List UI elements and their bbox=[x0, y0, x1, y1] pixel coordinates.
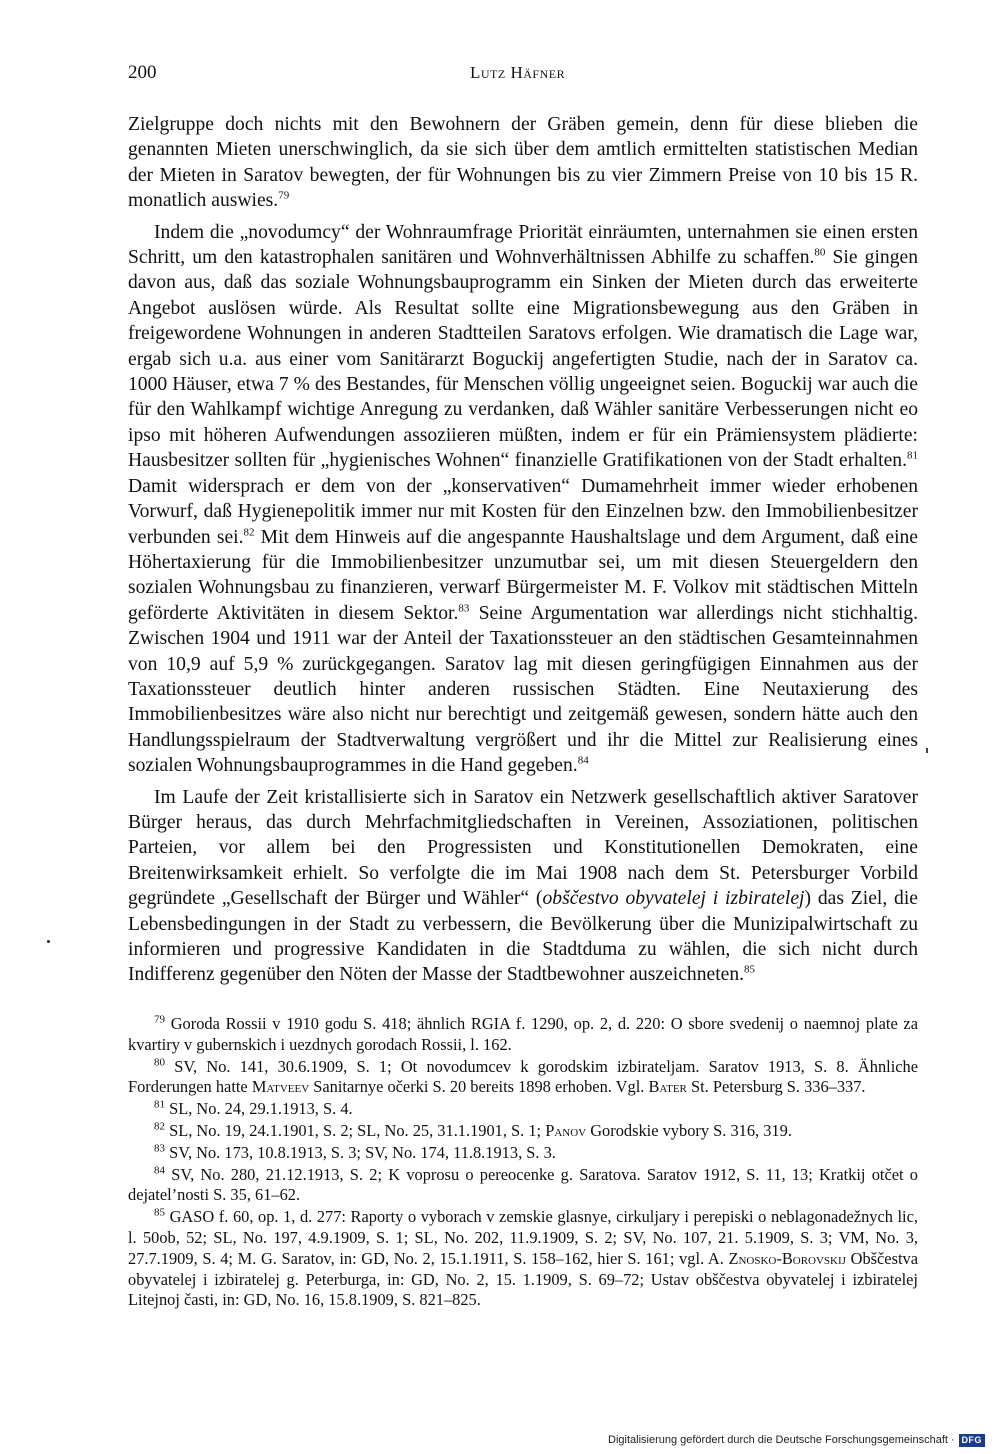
footnote bbox=[128, 1057, 918, 1099]
text-run: Sie gingen davon aus, daß das soziale Wohnungsbauprogramm ein Sinken der Mieten durch das erweiterte Angebot auslösen würde. Als Resultat sollte eine Migrationsbewegung aus den Gräben in freigewordene Wohnungen in anderen Stadtteilen Saratovs erfolgen. Wie dramatisch die Lage war, ergab sich u.a. aus einer vom Sanitärarzt Boguckij angefertigten Studie, nach der in Saratov ca. 1000 Häuser, etwa 7 % des Bestandes, für Menschen völlig ungeeignet seien. Boguckij war auch die für den Wahlkampf wichtige Anregung zu verdanken, daß Wähler sanitäre Verbesserungen nicht eo ipso mit höheren Aufwendungen assoziieren müßten, indem er für ein Prämiensystem plädierte: Hausbesitzer sollten für „hygienisches Wohnen“ finanzielle Gratifikationen von der Stadt erhalten. bbox=[128, 247, 919, 472]
footnote bbox=[128, 1143, 918, 1164]
text-run: SV, No. 141, 30.6.1909, S. 1; Ot novodumcev k gorodskim izbirateljam. Saratov 1913, S. 8. Ähnliche Forderungen hatte bbox=[128, 1056, 918, 1097]
text-run: Zielgruppe doch nichts mit den Bewohnern der Gräben gemein, denn für diese blieben die genannten Mieten unerschwinglich, da sie sich über dem amtlich ermittelten statistischen Median der Mieten in Saratov bewegten, der für Wohnungen bis zu vier Zimmern Preise von 10 bis 15 R. monatlich auswies. bbox=[128, 114, 918, 212]
text-run: Mit dem Hinweis auf die angespannte Haushaltslage und dem Argument, daß eine Höhertaxierung für die Immobilienbesitzer unzumutbar sei, um mit diesen Steuergeldern den sozialen Wohnungsbau zu finanzieren, verwarf Bürgermeister M. F. Volkov mit städtischen Mitteln geförderte Aktivitäten in diesem Sektor. bbox=[128, 526, 919, 624]
footnote bbox=[128, 1207, 918, 1311]
scan-mark bbox=[926, 748, 928, 753]
footnote-reference: 82 bbox=[243, 525, 255, 538]
footnote-reference: 85 bbox=[744, 963, 756, 976]
footnote-number: 81 bbox=[154, 1098, 165, 1111]
footnote-number: 82 bbox=[154, 1120, 165, 1133]
paragraph bbox=[128, 220, 918, 779]
footnote bbox=[128, 1165, 918, 1207]
footnotes bbox=[128, 1014, 918, 1312]
footnote-number: 79 bbox=[154, 1013, 165, 1026]
paragraph bbox=[128, 785, 918, 988]
text-run: Indem die „novodumcy“ der Wohnraumfrage Priorität einräumten, unternahmen sie einen ersten Schritt, um den katastrophalen sanitären und Wohnverhältnissen Abhilfe zu schaffen. bbox=[128, 221, 918, 269]
footnote-reference: 84 bbox=[577, 754, 589, 767]
running-header-author: Lutz Häfner bbox=[470, 63, 566, 82]
text-run: Seine Argumentation war allerdings nicht stichhaltig. Zwischen 1904 und 1911 war der Anteil der Taxationssteuer an den städtischen Gesamteinnahmen von 10,9 auf 5,9 % zurückgegangen. Saratov lag mit diesen geringfügigen Einnahmen aus der Taxationssteuer deutlich hinter anderen russischen Städten. Eine Neutaxierung des Immobilienbesitzes wäre also nicht nur berechtigt und zeitgemäß gewesen, sondern hätte auch den Handlungsspielraum der Stadtverwaltung vergrößert und ihr die Mittel zur Realisierung eines sozialen Wohnungsbauprogrammes in die Hand gegeben. bbox=[128, 602, 918, 777]
scan-speck bbox=[47, 940, 50, 943]
text-run: Goroda Rossii v 1910 godu S. 418; ähnlich RGIA f. 1290, op. 2, d. 220: O sbore svedenij o naemnoj plate za kvartiry v gubernskich i uezdnych gorodach Rossii, l. 162. bbox=[128, 1014, 918, 1054]
page-number: 200 bbox=[128, 62, 157, 83]
text-run: ) das Ziel, die Lebensbedingungen in der Stadt zu verbessern, die Bevölkerung über die Munizipalwirtschaft zu informieren und progressive Kandidaten in die Stadtduma zu wählen, die sich nicht durch Indifferenz gegenüber den Nöten der Masse der Stadtbewohner auszeichneten. bbox=[128, 888, 918, 986]
italic-term: obščestvo obyvatelej i izbiratelej bbox=[542, 888, 805, 910]
text-run: Im Laufe der Zeit kristallisierte sich in Saratov ein Netzwerk gesellschaftlich aktiver Saratover Bürger heraus, das durch Mehrfachmitgliedschaften in Vereinen, Assoziationen, politischen Parteien, vor allem bei den Progressisten und Konstitutionellen Demokraten, eine Breitenwirksamkeit erhielt. So verfolgte die im Mai 1908 nach dem St. Petersburger Vorbild gegründete „Gesellschaft der Bürger und Wähler“ ( bbox=[128, 786, 918, 910]
text-run: Damit widersprach er dem von der „konservativen“ Dumamehrheit immer wieder erhobenen Vorwurf, daß Hygienepolitik immer nur mit Kosten für den Einzelnen bzw. den Immobilienbesitzer verbunden sei. bbox=[128, 475, 918, 548]
digitization-credit bbox=[608, 1432, 985, 1448]
footnote-number: 83 bbox=[154, 1142, 165, 1155]
text-run: Gorodskie vybory S. 316, 319. bbox=[586, 1120, 792, 1140]
text-run: SV, No. 280, 21.12.1913, S. 2; K voprosu o pereocenke g. Saratova. Saratov 1912, S. 11, 13; Kratkij otčet o dejatel’nosti S. 35, 61–62. bbox=[128, 1164, 918, 1205]
footnote bbox=[128, 1014, 918, 1056]
main-text bbox=[128, 112, 918, 994]
paragraph bbox=[128, 112, 918, 214]
footnote-number: 84 bbox=[154, 1164, 165, 1177]
text-run: Sanitarnye očerki S. 20 bereits 1898 erhoben. Vgl. bbox=[309, 1077, 649, 1097]
footnote bbox=[128, 1099, 918, 1120]
text-run: SL, No. 19, 24.1.1901, S. 2; SL, No. 25, 31.1.1901, S. 1; bbox=[169, 1120, 546, 1140]
author-name: Znosko-Borovskij bbox=[728, 1248, 846, 1268]
footnote-number: 80 bbox=[154, 1056, 165, 1069]
dfg-logo: DFG bbox=[959, 1434, 985, 1447]
digitization-credit-text: Digitalisierung gefördert durch die Deutsche Forschungsgemeinschaft · bbox=[608, 1434, 955, 1446]
text-run: SV, No. 173, 10.8.1913, S. 3; SV, No. 174, 11.8.1913, S. 3. bbox=[169, 1142, 556, 1162]
footnote-reference: 83 bbox=[458, 602, 470, 615]
author-name: Panov bbox=[545, 1120, 587, 1140]
footnote-reference: 80 bbox=[814, 246, 826, 259]
footnote-reference: 79 bbox=[278, 189, 290, 202]
text-run: St. Petersburg S. 336–337. bbox=[686, 1077, 866, 1097]
author-name: Matveev bbox=[251, 1077, 310, 1097]
text-run: GASO f. 60, op. 1, d. 277: Raporty o vyborach v zemskie glasnye, cirkuljary i perepiski o neblagonadežnych lic, l. 50ob, 52; SL, No. 197, 4.9.1909, S. 1; SL, No. 202, 11.9.1909, S. 2; SV, No. 107, 21. 5.1909, S. 3; VM, No. 3, 27.7.1909, S. 4; M. G. Saratov, in: GD, No. 2, 15.1.1911, S. 158–162, hier S. 161; vgl. A. bbox=[128, 1207, 918, 1268]
author-name: Bater bbox=[648, 1077, 687, 1097]
text-run: Obščestva obyvatelej i izbiratelej g. Peterburga, in: GD, No. 2, 15. 1.1909, S. 69–72; Ustav obščestva obyvatelej i izbiratelej Litejnoj časti, in: GD, No. 16, 15.8.1909, S. 821–825. bbox=[128, 1248, 918, 1310]
footnote-reference: 81 bbox=[907, 449, 918, 462]
footnote bbox=[128, 1121, 918, 1142]
footnote-number: 85 bbox=[154, 1206, 165, 1219]
text-run: SL, No. 24, 29.1.1913, S. 4. bbox=[169, 1099, 353, 1119]
